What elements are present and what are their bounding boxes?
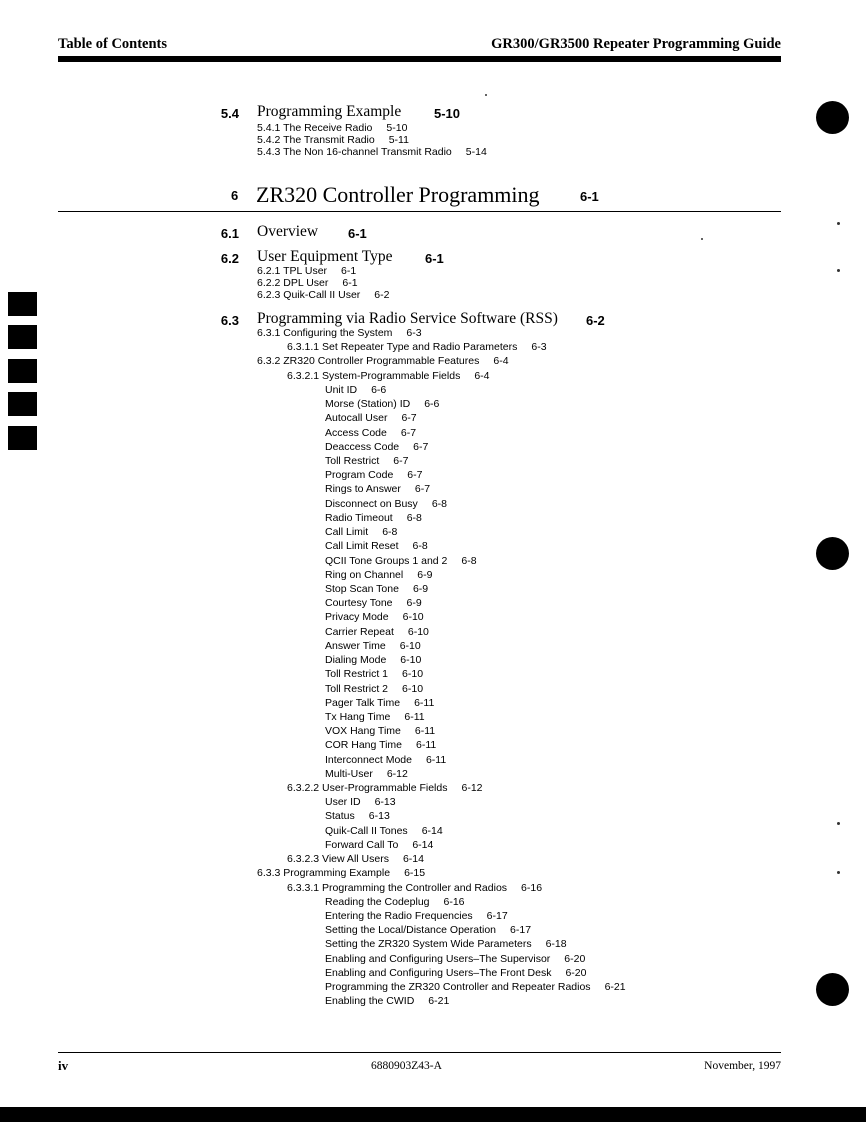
toc-entry[interactable]: [325, 654, 421, 666]
toc-entry[interactable]: [325, 555, 477, 567]
toc-entry-label: Setting the ZR320 System Wide Parameters: [325, 938, 532, 951]
toc-entry-label: 5.4.3 The Non 16-channel Transmit Radio: [257, 146, 452, 159]
toc-entry-label: Dialing Mode: [325, 654, 387, 667]
toc-entry-label: Courtesy Tone: [325, 597, 393, 610]
toc-entry-page: 6-7: [393, 454, 409, 467]
toc-entry-label: Tx Hang Time: [325, 710, 391, 723]
section-number: 5.4: [220, 106, 239, 121]
toc-entry-page: 6-11: [404, 710, 425, 723]
toc-entry-page: 6-3: [531, 341, 547, 354]
toc-entry-page: 6-10: [400, 654, 422, 667]
toc-entry-label: 6.3.3.1 Programming the Controller and Radios: [287, 881, 508, 894]
section-title[interactable]: Programming Example: [257, 103, 402, 120]
toc-entry-label: Carrier Repeat: [325, 625, 394, 638]
toc-entry-label: Program Code: [325, 469, 394, 482]
toc-entry-page: 6-11: [414, 696, 435, 709]
toc-entry-page: 6-1: [342, 277, 358, 290]
toc-entry[interactable]: [325, 498, 447, 510]
toc-entry-page: 6-1: [341, 265, 357, 277]
header-rule: [58, 56, 781, 62]
toc-entry-page: 6-18: [545, 938, 567, 951]
toc-entry-label: Status: [325, 810, 355, 823]
chapter-title[interactable]: ZR320 Controller Programming: [256, 182, 540, 207]
toc-entry[interactable]: [325, 569, 432, 581]
toc-entry[interactable]: [325, 810, 390, 822]
toc-entry-label: Toll Restrict 2: [325, 682, 389, 695]
toc-entry[interactable]: [257, 355, 509, 367]
toc-entry[interactable]: [257, 265, 356, 277]
toc-entry[interactable]: [257, 134, 409, 146]
toc-entry-page: 5-14: [465, 146, 487, 159]
toc-entry-page: 6-20: [565, 966, 587, 979]
toc-entry-label: Access Code: [325, 426, 387, 439]
header-left-title: Table of Contents: [58, 36, 168, 52]
toc-entry-page: 5-10: [386, 122, 408, 134]
toc-entry[interactable]: [325, 995, 449, 1007]
toc-entry[interactable]: [287, 853, 424, 865]
section-title[interactable]: User Equipment Type: [257, 248, 393, 265]
chapter-number: 6: [231, 188, 239, 203]
footer-date: November, 1997: [704, 1060, 781, 1072]
toc-entry-label: Quik-Call II Tones: [325, 824, 408, 837]
toc-entry-label: 6.3.2 ZR320 Controller Programmable Features: [257, 355, 480, 368]
section-page: 6-1: [425, 251, 444, 266]
section-number: 6.3: [220, 313, 239, 328]
toc-entry-page: 6-6: [371, 383, 387, 396]
toc-entry-page: 6-15: [404, 867, 426, 880]
section-page: 5-10: [434, 106, 461, 121]
section-title[interactable]: Programming via Radio Service Software (RSS): [257, 310, 558, 327]
toc-entry-label: 5.4.2 The Transmit Radio: [257, 134, 375, 147]
toc-entry-label: 6.3.1 Configuring the System: [257, 327, 393, 339]
toc-entry-label: User ID: [325, 796, 361, 809]
toc-entry-label: Deaccess Code: [325, 440, 400, 453]
toc-entry[interactable]: [325, 796, 396, 808]
toc-entry[interactable]: [325, 597, 422, 609]
toc-entry-label: Ring on Channel: [325, 568, 404, 581]
toc-entry-page: 6-21: [428, 995, 450, 1008]
toc-entry-page: 6-10: [402, 682, 424, 695]
binder-hole-bottom: [816, 973, 849, 1006]
thumb-tab-mark: [8, 325, 37, 349]
scan-speck: [485, 94, 487, 96]
scan-speck: [837, 822, 840, 825]
bottom-scan-bar: [0, 1107, 866, 1122]
scan-speck: [837, 269, 840, 272]
toc-entry-page: 6-7: [407, 469, 423, 482]
thumb-tab-mark: [8, 392, 37, 416]
toc-entry-page: 6-16: [443, 895, 465, 908]
toc-entry-label: Reading the Codeplug: [325, 895, 430, 908]
toc-entry-label: Stop Scan Tone: [325, 582, 399, 595]
toc-entry-page: 6-9: [406, 597, 422, 610]
toc-entry-label: Call Limit: [325, 526, 369, 539]
toc-entry[interactable]: [325, 910, 508, 922]
toc-entry-page: 6-7: [413, 440, 429, 453]
toc-entry[interactable]: [325, 981, 626, 993]
toc-entry[interactable]: [257, 289, 389, 301]
binder-hole-top: [816, 101, 849, 134]
toc-entry[interactable]: [325, 953, 585, 965]
toc-entry-label: COR Hang Time: [325, 739, 403, 752]
toc-entry[interactable]: [257, 146, 487, 158]
toc-entry-label: 5.4.1 The Receive Radio: [257, 122, 373, 134]
toc-entry[interactable]: [325, 583, 428, 595]
toc-entry-label: Enabling and Configuring Users–The Supervisor: [325, 952, 551, 965]
toc-entry[interactable]: [325, 896, 465, 908]
section-number: 6.1: [220, 226, 239, 241]
toc-entry[interactable]: [325, 825, 443, 837]
toc-entry-page: 5-11: [388, 134, 409, 147]
toc-entry-page: 6-12: [461, 782, 483, 795]
toc-entry-label: 6.3.1.1 Set Repeater Type and Radio Parameters: [287, 341, 518, 354]
toc-entry-label: Unit ID: [325, 383, 358, 396]
toc-entry-label: Setting the Local/Distance Operation: [325, 924, 497, 937]
thumb-tab-mark: [8, 359, 37, 383]
toc-entry[interactable]: [325, 697, 434, 709]
toc-entry-page: 6-7: [401, 412, 417, 425]
header-right-title: GR300/GR3500 Repeater Programming Guide: [491, 36, 781, 52]
toc-entry-label: QCII Tone Groups 1 and 2: [325, 554, 448, 567]
toc-entry-page: 6-14: [421, 824, 443, 837]
toc-entry[interactable]: [325, 739, 436, 751]
toc-entry-page: 6-11: [425, 753, 447, 766]
toc-entry-label: Autocall User: [325, 412, 388, 425]
toc-entry-label: 6.3.2.1 System-Programmable Fields: [287, 369, 461, 382]
toc-entry[interactable]: [325, 540, 428, 552]
toc-entry[interactable]: [325, 427, 416, 439]
toc-entry-label: Morse (Station) ID: [325, 398, 411, 411]
toc-entry[interactable]: [287, 882, 542, 894]
toc-entry-page: 6-3: [406, 327, 422, 339]
toc-entry-label: Pager Talk Time: [325, 696, 401, 709]
footer-page-number: iv: [58, 1058, 69, 1073]
toc-entry[interactable]: [257, 122, 407, 134]
toc-entry[interactable]: [257, 327, 422, 339]
toc-entry-page: 6-9: [417, 568, 433, 581]
toc-entry-label: Toll Restrict 1: [325, 668, 389, 681]
toc-entry-label: Toll Restrict: [325, 454, 380, 467]
toc-entry-page: 6-8: [431, 497, 447, 510]
toc-entry-label: Answer Time: [325, 639, 386, 652]
toc-entry-label: Rings to Answer: [325, 483, 401, 496]
section-page: 6-2: [586, 313, 605, 328]
toc-entry-page: 6-17: [486, 910, 508, 923]
toc-entry-label: Interconnect Mode: [325, 753, 412, 766]
toc-entry[interactable]: [325, 640, 421, 652]
toc-entry-label: 6.3.2.3 View All Users: [287, 853, 389, 866]
toc-entry-page: 6-4: [474, 369, 490, 382]
section-number: 6.2: [220, 251, 239, 266]
binder-hole-middle: [816, 537, 849, 570]
footer-rule: [58, 1052, 781, 1053]
toc-entry-label: 6.3.2.2 User-Programmable Fields: [287, 782, 448, 795]
toc-entry[interactable]: [325, 768, 408, 780]
toc-entry[interactable]: [325, 967, 586, 979]
toc-entry-page: 6-21: [604, 981, 626, 994]
toc-entry-page: 6-7: [414, 483, 431, 496]
toc-entry[interactable]: [325, 384, 386, 396]
toc-entry[interactable]: [287, 782, 483, 794]
toc-entry-label: 6.2.2 DPL User: [257, 277, 329, 290]
toc-entry[interactable]: [325, 611, 424, 623]
toc-entry[interactable]: [325, 711, 425, 723]
toc-entry[interactable]: [325, 839, 433, 851]
toc-entry[interactable]: [325, 754, 446, 766]
toc-entry-page: 6-12: [386, 767, 408, 780]
toc-entry-page: 6-10: [402, 611, 424, 624]
toc-entry-label: Forward Call To: [325, 838, 399, 851]
toc-entry-page: 6-8: [406, 511, 422, 524]
toc-entry-label: Multi-User: [325, 767, 373, 780]
toc-entry[interactable]: [257, 867, 425, 879]
scan-speck: [837, 871, 840, 874]
toc-entry-page: 6-11: [416, 739, 437, 752]
toc-entry-label: 6.2.1 TPL User: [257, 265, 328, 277]
toc-entry-page: 6-6: [424, 398, 440, 411]
toc-entry-page: 6-10: [407, 625, 429, 638]
toc-entry-label: VOX Hang Time: [325, 725, 401, 738]
footer-document-id: 6880903Z43-A: [371, 1060, 442, 1072]
chapter-rule: [58, 211, 781, 212]
chapter-page: 6-1: [580, 189, 599, 204]
scan-speck: [701, 238, 703, 240]
toc-entry[interactable]: [325, 455, 408, 467]
toc-entry[interactable]: [325, 626, 429, 638]
toc-entry-page: 6-11: [414, 725, 436, 738]
toc-entry-page: 6-16: [521, 881, 543, 894]
toc-entry[interactable]: [325, 526, 397, 538]
toc-entry-page: 6-20: [564, 952, 586, 965]
toc-entry[interactable]: [325, 512, 422, 524]
scan-speck: [837, 222, 840, 225]
thumb-tab-mark: [8, 292, 37, 316]
section-page: 6-1: [348, 226, 367, 241]
toc-entry[interactable]: [325, 683, 423, 695]
toc-entry-page: 6-4: [493, 355, 509, 368]
toc-entry[interactable]: [325, 469, 422, 481]
toc-entry-label: Radio Timeout: [325, 511, 393, 524]
toc-entry[interactable]: [287, 341, 547, 353]
toc-entry-label: Enabling the CWID: [325, 995, 415, 1008]
toc-entry-label: Privacy Mode: [325, 611, 389, 624]
toc-entry[interactable]: [325, 668, 423, 680]
toc-entry-label: 6.2.3 Quik-Call II User: [257, 289, 361, 302]
toc-entry-page: 6-14: [402, 853, 424, 866]
toc-entry[interactable]: [325, 483, 430, 495]
toc-entry-page: 6-8: [461, 554, 477, 567]
toc-entry-page: 6-13: [368, 810, 390, 823]
toc-entry-label: Call Limit Reset: [325, 540, 399, 553]
toc-entry-page: 6-10: [402, 668, 424, 681]
toc-entry-label: Enabling and Configuring Users–The Front Desk: [325, 966, 552, 979]
section-title[interactable]: Overview: [257, 223, 319, 240]
toc-entry-page: 6-10: [399, 639, 421, 652]
toc-entry[interactable]: [325, 398, 439, 410]
thumb-tab-mark: [8, 426, 37, 450]
toc-entry-page: 6-17: [510, 924, 532, 937]
toc-entry[interactable]: [287, 370, 490, 382]
toc-entry[interactable]: [325, 725, 435, 737]
toc-entry-label: 6.3.3 Programming Example: [257, 867, 391, 880]
toc-entry-page: 6-14: [412, 838, 434, 851]
toc-entry[interactable]: [325, 441, 428, 453]
toc-entry-page: 6-2: [374, 289, 390, 302]
toc-entry[interactable]: [325, 924, 531, 936]
toc-entry-label: Disconnect on Busy: [325, 497, 418, 510]
toc-entry-page: 6-9: [412, 582, 429, 595]
toc-entry-page: 6-13: [374, 796, 396, 809]
toc-entry[interactable]: [325, 938, 567, 950]
toc-entry-page: 6-7: [400, 426, 417, 439]
toc-entry[interactable]: [325, 412, 417, 424]
toc-entry-page: 6-8: [412, 540, 428, 553]
toc-entry-label: Entering the Radio Frequencies: [325, 910, 473, 923]
toc-entry[interactable]: [257, 277, 358, 289]
toc-entry-label: Programming the ZR320 Controller and Repeater Radios: [325, 981, 591, 994]
toc-entry-page: 6-8: [382, 526, 398, 539]
